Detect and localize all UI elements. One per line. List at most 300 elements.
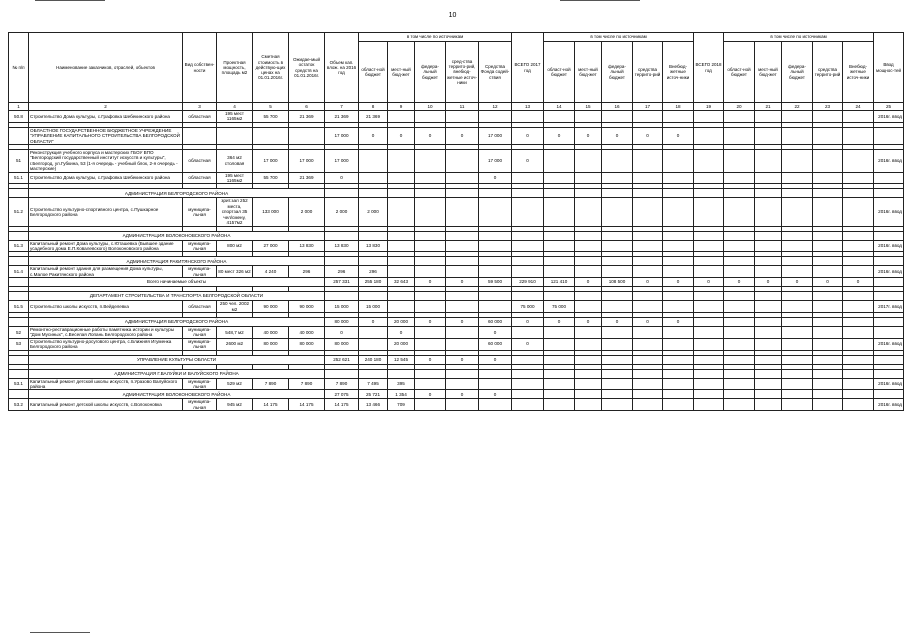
- row-cell: 250 чел. 2002 м2: [217, 301, 253, 313]
- row-cell: [544, 266, 575, 278]
- row-cell: [694, 266, 724, 278]
- row-cell: [602, 240, 633, 252]
- row-cell: [544, 111, 575, 123]
- empty-cell: [388, 257, 415, 266]
- column-number: 5: [253, 103, 289, 111]
- empty-cell: [724, 231, 755, 240]
- empty-cell: [415, 231, 446, 240]
- summary-value: [633, 355, 663, 364]
- row-cell: 52: [9, 326, 29, 338]
- row-cell: [843, 266, 874, 278]
- row-cell: Строительство культурно-спортивного центра, с.Пушкарное Белгородского района: [29, 198, 183, 226]
- col-header-terr: сред-ства террито-рий, внебюд-жетные источ-ники: [446, 42, 479, 103]
- row-cell: 0: [512, 127, 544, 144]
- row-cell: [388, 266, 415, 278]
- row-cell: Строительство Дома культуры, с.Графовка Шебекинского района: [29, 172, 183, 184]
- row-cell: [663, 378, 694, 390]
- empty-cell: [388, 231, 415, 240]
- empty-cell: [813, 292, 843, 301]
- empty-cell: [782, 292, 813, 301]
- table-row: [9, 266, 904, 278]
- section-title: АДМИНИСТРАЦИЯ ВОЛОКОНОВСКОГО РАЙОНА: [29, 231, 325, 240]
- row-cell: [415, 150, 446, 173]
- row-cell: [415, 399, 446, 411]
- section-total: 0: [415, 317, 446, 326]
- section-total: 25 721: [359, 390, 388, 399]
- row-cell: [874, 172, 904, 184]
- section-total: 0: [446, 317, 479, 326]
- row-cell: 90 000: [253, 301, 289, 313]
- section-total: 0: [479, 390, 512, 399]
- row-cell: [694, 198, 724, 226]
- summary-value: [512, 355, 544, 364]
- empty-cell: [843, 257, 874, 266]
- row-cell: [512, 111, 544, 123]
- row-cell: [755, 240, 782, 252]
- empty-cell: [874, 317, 904, 326]
- section-header-row: [9, 390, 904, 399]
- table-row: [9, 198, 904, 226]
- row-cell: 51.4: [9, 266, 29, 278]
- row-cell: [359, 338, 388, 350]
- empty-cell: [544, 257, 575, 266]
- table-row: [9, 301, 904, 313]
- row-cell: 80 000: [289, 338, 325, 350]
- row-cell: [512, 198, 544, 226]
- col-header-num: № п/п: [9, 33, 29, 103]
- empty-cell: [602, 257, 633, 266]
- row-cell: Капитальный ремонт детской школы искусств, п.Уразово Валуйского района: [29, 378, 183, 390]
- column-number: 7: [325, 103, 359, 111]
- row-cell: 0: [446, 127, 479, 144]
- row-cell: [479, 240, 512, 252]
- column-number: 23: [813, 103, 843, 111]
- empty-cell: [782, 390, 813, 399]
- row-cell: [479, 198, 512, 226]
- summary-value: 0: [479, 355, 512, 364]
- row-cell: [663, 326, 694, 338]
- row-cell: 395: [388, 378, 415, 390]
- summary-value: 59 500: [479, 278, 512, 287]
- col-header-mest: мест-ный бюд-жет: [575, 42, 602, 103]
- row-cell: [782, 301, 813, 313]
- row-cell: [446, 399, 479, 411]
- row-cell: 0: [512, 338, 544, 350]
- row-cell: [813, 326, 843, 338]
- summary-value: 0: [633, 278, 663, 287]
- row-cell: 17 000: [325, 150, 359, 173]
- section-header-row: [9, 257, 904, 266]
- column-number: 4: [217, 103, 253, 111]
- row-cell: 0: [479, 172, 512, 184]
- section-title: АДМИНИСТРАЦИЯ БЕЛГОРОДСКОГО РАЙОНА: [29, 317, 325, 326]
- row-cell: [602, 266, 633, 278]
- row-cell: 0: [415, 127, 446, 144]
- row-cell: 0: [325, 172, 359, 184]
- row-cell: 2016г. ввод: [874, 198, 904, 226]
- empty-cell: [724, 292, 755, 301]
- row-cell: 14 175: [325, 399, 359, 411]
- column-number: 22: [782, 103, 813, 111]
- row-cell: 0: [663, 127, 694, 144]
- empty-cell: [415, 292, 446, 301]
- empty-cell: [874, 292, 904, 301]
- empty-cell: [9, 292, 29, 301]
- row-cell: [782, 266, 813, 278]
- row-cell: [544, 198, 575, 226]
- row-cell: [575, 378, 602, 390]
- row-cell: областная: [183, 150, 217, 173]
- empty-cell: [9, 369, 29, 378]
- summary-value: [663, 355, 694, 364]
- summary-value: 0: [575, 278, 602, 287]
- empty-cell: [446, 189, 479, 198]
- row-cell: [874, 326, 904, 338]
- row-cell: [633, 378, 663, 390]
- section-total: 0: [633, 317, 663, 326]
- row-cell: [602, 399, 633, 411]
- empty-cell: [575, 231, 602, 240]
- row-cell: [782, 378, 813, 390]
- row-cell: 364 м2 столовая: [217, 150, 253, 173]
- row-cell: 2016г. ввод: [874, 150, 904, 173]
- row-cell: [813, 127, 843, 144]
- row-cell: [782, 338, 813, 350]
- empty-cell: [9, 317, 29, 326]
- row-cell: 17 000: [289, 150, 325, 173]
- empty-cell: [813, 257, 843, 266]
- row-cell: 17 000: [325, 127, 359, 144]
- row-cell: [663, 240, 694, 252]
- page-number: 10: [448, 12, 457, 19]
- col-header-vne: Внебюд-жетные источ-ники: [663, 42, 694, 103]
- col-header-mest: мест-ный бюд-жет: [388, 42, 415, 103]
- summary-value: 0: [724, 278, 755, 287]
- row-cell: [446, 111, 479, 123]
- row-cell: [388, 172, 415, 184]
- row-cell: 55 700: [253, 172, 289, 184]
- row-cell: Строительство Дома культуры, с.Графовка Шебекинского района: [29, 111, 183, 123]
- summary-title: УПРАВЛЕНИЕ КУЛЬТУРЫ ОБЛАСТИ: [29, 355, 325, 364]
- empty-cell: [694, 317, 724, 326]
- row-cell: [359, 150, 388, 173]
- row-cell: [544, 338, 575, 350]
- empty-cell: [512, 257, 544, 266]
- empty-cell: [874, 231, 904, 240]
- row-cell: [694, 240, 724, 252]
- column-number: 11: [446, 103, 479, 111]
- row-cell: 2017г. ввод: [874, 301, 904, 313]
- empty-cell: [479, 257, 512, 266]
- table-row: [9, 150, 904, 173]
- empty-cell: [325, 257, 359, 266]
- row-cell: 14 175: [289, 399, 325, 411]
- empty-cell: [843, 231, 874, 240]
- row-cell: [633, 266, 663, 278]
- row-cell: [782, 111, 813, 123]
- row-cell: [694, 127, 724, 144]
- empty-cell: [9, 257, 29, 266]
- row-cell: 2016г. ввод: [874, 111, 904, 123]
- column-number: 18: [663, 103, 694, 111]
- col-header-mest: мест-ный бюд-жет: [755, 42, 782, 103]
- row-cell: [602, 378, 633, 390]
- row-cell: [446, 240, 479, 252]
- row-cell: 2 000: [325, 198, 359, 226]
- empty-cell: [663, 292, 694, 301]
- row-cell: 296: [289, 266, 325, 278]
- row-cell: [575, 150, 602, 173]
- empty-cell: [479, 189, 512, 198]
- summary-value: 0: [415, 355, 446, 364]
- empty-cell: [9, 390, 29, 399]
- row-cell: [874, 127, 904, 144]
- row-cell: 21 369: [325, 111, 359, 123]
- empty-cell: [479, 231, 512, 240]
- col-group-2018: в том числе по источникам: [724, 33, 874, 42]
- summary-value: 0: [663, 278, 694, 287]
- row-cell: [575, 240, 602, 252]
- row-cell: [388, 240, 415, 252]
- row-cell: [253, 127, 289, 144]
- header-group-row: [9, 33, 904, 42]
- summary-value: 240 180: [359, 355, 388, 364]
- section-total: 0: [544, 317, 575, 326]
- empty-cell: [388, 189, 415, 198]
- row-cell: [724, 150, 755, 173]
- row-cell: [446, 172, 479, 184]
- row-cell: [183, 127, 217, 144]
- row-cell: областная: [183, 172, 217, 184]
- summary-value: 0: [694, 278, 724, 287]
- col-header-name: Наименование заказчиков, отраслей, объектов: [29, 33, 183, 103]
- row-cell: [694, 301, 724, 313]
- row-cell: [694, 111, 724, 123]
- row-cell: муниципа-льная: [183, 240, 217, 252]
- empty-cell: [633, 292, 663, 301]
- table-row: [9, 240, 904, 252]
- row-cell: 53.1: [9, 378, 29, 390]
- row-cell: [415, 326, 446, 338]
- row-cell: 13 830: [325, 240, 359, 252]
- row-cell: [694, 338, 724, 350]
- row-cell: 800 м2: [217, 240, 253, 252]
- column-number: 19: [694, 103, 724, 111]
- empty-cell: [755, 369, 782, 378]
- empty-cell: [782, 231, 813, 240]
- column-number: 1: [9, 103, 29, 111]
- row-cell: 0: [359, 127, 388, 144]
- row-cell: 51.5: [9, 301, 29, 313]
- row-cell: [813, 301, 843, 313]
- empty-cell: [694, 369, 724, 378]
- empty-cell: [415, 257, 446, 266]
- row-cell: [755, 301, 782, 313]
- row-cell: [602, 150, 633, 173]
- row-cell: [843, 111, 874, 123]
- row-cell: [813, 111, 843, 123]
- row-cell: Ремонтно-реставрационные работы памятника истории и культуры "Дом Мусиных", с.Веселая Лопань Белгородского района: [29, 326, 183, 338]
- row-cell: [633, 150, 663, 173]
- row-cell: 90 000: [289, 301, 325, 313]
- row-cell: [415, 338, 446, 350]
- row-cell: [415, 378, 446, 390]
- row-cell: [602, 198, 633, 226]
- row-cell: 2016г. ввод: [874, 338, 904, 350]
- empty-cell: [843, 390, 874, 399]
- empty-cell: [633, 231, 663, 240]
- column-number: 17: [633, 103, 663, 111]
- col-header-vne: Внебюд-жетные источ-ники: [843, 42, 874, 103]
- row-cell: [415, 266, 446, 278]
- empty-cell: [9, 231, 29, 240]
- summary-value: [755, 355, 782, 364]
- row-cell: [479, 301, 512, 313]
- row-cell: [813, 338, 843, 350]
- row-cell: 13 830: [359, 240, 388, 252]
- row-cell: [724, 399, 755, 411]
- row-cell: [782, 172, 813, 184]
- row-cell: 133 000: [253, 198, 289, 226]
- row-cell: [782, 326, 813, 338]
- row-cell: [544, 172, 575, 184]
- row-cell: Реконструкция учебного корпуса и мастерских ГБОУ ВПО "Белгородский государственный институт искусств и культуры", г.Белгород, ул.Губкина, 53 (1-я очередь - учебный блок, 2-я очередь - мастерские): [29, 150, 183, 173]
- row-cell: [813, 399, 843, 411]
- row-cell: 80 000: [253, 338, 289, 350]
- empty-cell: [782, 189, 813, 198]
- row-cell: [446, 266, 479, 278]
- row-cell: 0: [544, 127, 575, 144]
- row-cell: муниципа-льная: [183, 198, 217, 226]
- empty-cell: [446, 231, 479, 240]
- empty-cell: [724, 189, 755, 198]
- empty-cell: [694, 189, 724, 198]
- empty-cell: [782, 317, 813, 326]
- row-cell: ОБЛАСТНОЕ ГОСУДАРСТВЕННОЕ БЮДЖЕТНОЕ УЧРЕЖДЕНИЕ "УПРАВЛЕНИЕ КАПИТАЛЬНОГО СТРОИТЕЛЬСТВА БЕЛГОРОДСКОЙ ОБЛАСТИ": [29, 127, 183, 144]
- col-header-fund: Средства Фонда содей-ствия: [479, 42, 512, 103]
- empty-cell: [755, 390, 782, 399]
- row-cell: [813, 198, 843, 226]
- row-cell: Строительство культурно-досугового центра, с.Ближняя Игуменка Белгородского района: [29, 338, 183, 350]
- row-cell: [415, 301, 446, 313]
- column-number: 21: [755, 103, 782, 111]
- summary-value: [602, 355, 633, 364]
- row-cell: 195 мест 1165м2: [217, 172, 253, 184]
- row-cell: 7 890: [253, 378, 289, 390]
- column-number: 12: [479, 103, 512, 111]
- empty-cell: [694, 257, 724, 266]
- row-cell: [388, 150, 415, 173]
- section-total: [575, 390, 602, 399]
- column-number: 25: [874, 103, 904, 111]
- row-cell: 13 466: [359, 399, 388, 411]
- empty-cell: [479, 369, 512, 378]
- row-cell: [544, 399, 575, 411]
- row-cell: 709: [388, 399, 415, 411]
- empty-cell: [602, 189, 633, 198]
- row-cell: 75 000: [512, 301, 544, 313]
- row-cell: [388, 111, 415, 123]
- empty-cell: [512, 292, 544, 301]
- col-header-expected: Ожидае-мый остаток средств на 01.01.2016г.: [289, 33, 325, 103]
- row-cell: [843, 240, 874, 252]
- row-cell: областная: [183, 111, 217, 123]
- row-cell: [813, 240, 843, 252]
- row-cell: [663, 150, 694, 173]
- empty-cell: [359, 257, 388, 266]
- row-cell: 80 000: [325, 338, 359, 350]
- empty-cell: [874, 390, 904, 399]
- row-cell: [843, 127, 874, 144]
- empty-cell: [575, 369, 602, 378]
- row-cell: [782, 150, 813, 173]
- row-cell: 0: [575, 127, 602, 144]
- row-cell: [575, 399, 602, 411]
- row-cell: 2600 м2: [217, 338, 253, 350]
- empty-cell: [694, 231, 724, 240]
- row-cell: Капитальный ремонт здания для размещения Дома культуры, с.Малое Ракитянского района: [29, 266, 183, 278]
- row-cell: [388, 198, 415, 226]
- empty-cell: [512, 189, 544, 198]
- row-cell: [388, 301, 415, 313]
- row-cell: [446, 326, 479, 338]
- row-cell: [415, 198, 446, 226]
- empty-cell: [724, 369, 755, 378]
- summary-value: 255 180: [359, 278, 388, 287]
- empty-cell: [663, 257, 694, 266]
- row-cell: 21 369: [289, 172, 325, 184]
- empty-cell: [544, 189, 575, 198]
- row-cell: [602, 111, 633, 123]
- row-cell: 17 000: [253, 150, 289, 173]
- empty-cell: [663, 369, 694, 378]
- section-total: 0: [575, 317, 602, 326]
- row-cell: 7 890: [289, 378, 325, 390]
- row-cell: [633, 240, 663, 252]
- empty-cell: [359, 292, 388, 301]
- col-header-obl: област-ной бюджет: [359, 42, 388, 103]
- col-group-2017: в том числе по источникам: [544, 33, 694, 42]
- empty-cell: [325, 231, 359, 240]
- row-cell: [755, 198, 782, 226]
- row-cell: 21 369: [289, 111, 325, 123]
- row-cell: Капитальный ремонт Дома культуры, с.Юташевка (Бывшее здание усадебного дома Е.П.Ковалевского) Волоконовского района: [29, 240, 183, 252]
- top-rule: [35, 0, 105, 1]
- empty-cell: [813, 189, 843, 198]
- row-cell: 14 175: [253, 399, 289, 411]
- section-total: 0: [663, 317, 694, 326]
- row-cell: 4 240: [253, 266, 289, 278]
- empty-cell: [325, 292, 359, 301]
- row-cell: 80 мест 326 м2: [217, 266, 253, 278]
- empty-cell: [9, 189, 29, 198]
- table-row: [9, 399, 904, 411]
- empty-cell: [446, 292, 479, 301]
- row-cell: 51.1: [9, 172, 29, 184]
- summary-value: 0: [415, 278, 446, 287]
- row-cell: [512, 378, 544, 390]
- row-cell: [782, 399, 813, 411]
- col-header-total2018: ВСЕГО 2018 год: [694, 33, 724, 103]
- row-cell: зрит.зал 252 места, спортзал 35 чел/смену, 4157м2: [217, 198, 253, 226]
- row-cell: 529 м2: [217, 378, 253, 390]
- empty-cell: [9, 355, 29, 364]
- summary-title: Всего начинаемые объекты: [29, 278, 325, 287]
- summary-value: 0: [755, 278, 782, 287]
- section-total: 0: [512, 317, 544, 326]
- row-cell: 195 мест 1165м2: [217, 111, 253, 123]
- empty-cell: [874, 189, 904, 198]
